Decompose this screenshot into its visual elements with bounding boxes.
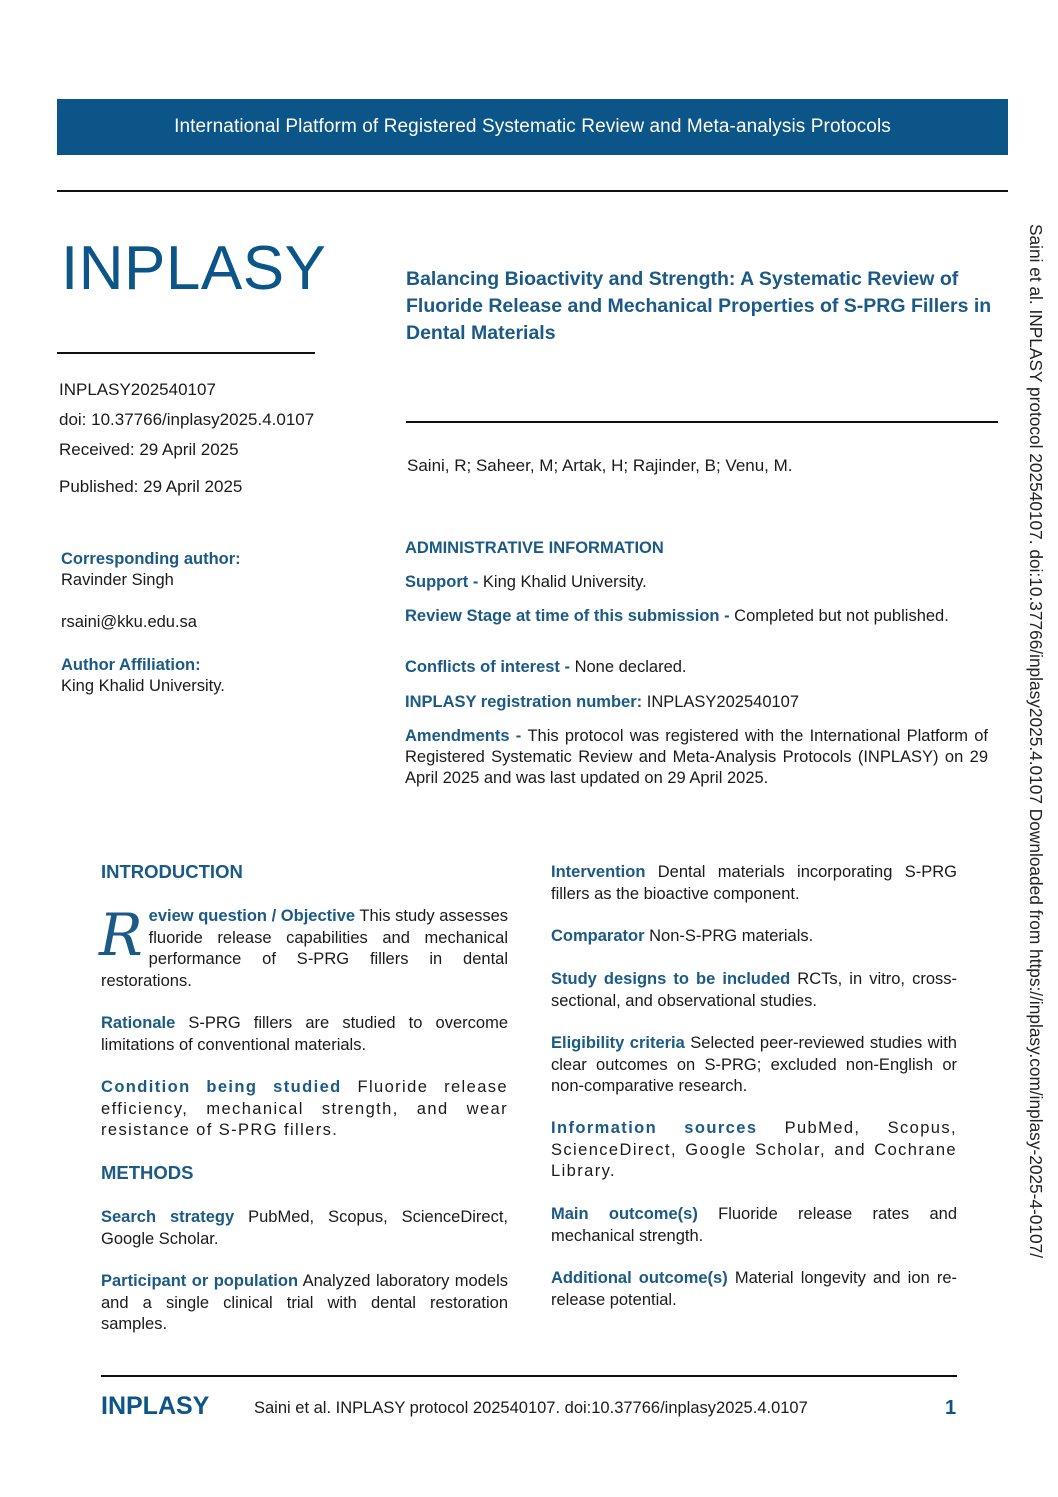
methods-heading: METHODS (101, 1162, 194, 1183)
dropcap: R (99, 901, 143, 969)
admin-registration-number: INPLASY registration number: INPLASY202540107 (405, 693, 800, 711)
doi: doi: 10.37766/inplasy2025.4.0107 (59, 410, 315, 429)
intervention: Intervention Dental materials incorporating S-PRG fillers as the bioactive component. (551, 863, 957, 903)
review-question: Review question / Objective This study assesses fluoride release capabilities and mechanical performance of S-PRG fillers in dental restorations. (99, 901, 508, 990)
admin-heading: ADMINISTRATIVE INFORMATION (405, 539, 664, 557)
banner-text: International Platform of Registered Systematic Review and Meta-analysis Protocols (174, 116, 891, 137)
admin-support: Support - King Khalid University. (405, 573, 647, 591)
footer-citation: Saini et al. INPLASY protocol 202540107. doi:10.37766/inplasy2025.4.0107 (254, 1399, 808, 1417)
author-list: Saini, R; Saheer, M; Artak, H; Rajinder, B; Venu, M. (407, 456, 793, 475)
page-number: 1 (945, 1397, 957, 1419)
affiliation-label: Author Affiliation: (61, 656, 201, 674)
eligibility-criteria: Eligibility criteria Selected peer-reviewed studies with clear outcomes on S-PRG; excluded non-English or non-comparative research. (551, 1034, 957, 1095)
admin-review-stage: Review Stage at time of this submission - Completed but not published. (405, 607, 949, 625)
affiliation: King Khalid University. (61, 677, 225, 695)
registration-id: INPLASY202540107 (59, 380, 216, 399)
condition-being-studied: Condition being studied Fluoride release efficiency, mechanical strength, and wear resistance of S-PRG fillers. (101, 1078, 508, 1139)
paper-title: Balancing Bioactivity and Strength: A Systematic Review of Fluoride Release and Mechanical Properties of S-PRG Fillers in Dental Materials (406, 268, 992, 344)
footer-divider (101, 1375, 957, 1377)
side-download-note: Saini et al. INPLASY protocol 202540107. doi:10.37766/inplasy2025.4.0107 Downloaded from https://inplasy.com/inplasy-2025-4-0107/ (1026, 224, 1046, 1259)
rationale: Rationale S-PRG fillers are studied to overcome limitations of conventional materials. (101, 1014, 508, 1054)
study-designs: Study designs to be included RCTs, in vitro, cross-sectional, and observational studies. (551, 970, 957, 1010)
title-divider (406, 421, 998, 423)
admin-amendments: Amendments - This protocol was registered with the International Platform of Registered Systematic Review and Meta-Analysis Protocols (INPLASY) on 29 April 2025 and was last updated on 29 April 2025. (405, 727, 988, 787)
footer-logo: INPLASY (101, 1392, 210, 1420)
header-banner (57, 99, 1008, 155)
information-sources: Information sources PubMed, Scopus, ScienceDirect, Google Scholar, and Cochrane Library. (551, 1119, 957, 1180)
corresponding-author-name: Ravinder Singh (61, 571, 174, 589)
main-outcomes: Main outcome(s) Fluoride release rates and mechanical strength. (551, 1205, 958, 1245)
search-strategy: Search strategy PubMed, Scopus, ScienceDirect, Google Scholar. (101, 1208, 508, 1248)
corresponding-author-label: Corresponding author: (61, 550, 241, 568)
top-divider (57, 190, 1008, 192)
comparator: Comparator Non-S-PRG materials. (551, 927, 814, 945)
received-date: Received: 29 April 2025 (59, 440, 239, 459)
additional-outcomes: Additional outcome(s) Material longevity and ion re-release potential. (551, 1269, 957, 1309)
introduction-heading: INTRODUCTION (101, 861, 243, 882)
inplasy-logo: INPLASY (61, 234, 327, 303)
participant-population: Participant or population Analyzed laboratory models and a single clinical trial with dental restoration samples. (101, 1272, 508, 1333)
logo-divider (57, 352, 315, 354)
published-date: Published: 29 April 2025 (59, 477, 243, 496)
admin-conflicts: Conflicts of interest - None declared. (405, 658, 687, 676)
corresponding-author-email[interactable]: rsaini@kku.edu.sa (61, 613, 197, 631)
